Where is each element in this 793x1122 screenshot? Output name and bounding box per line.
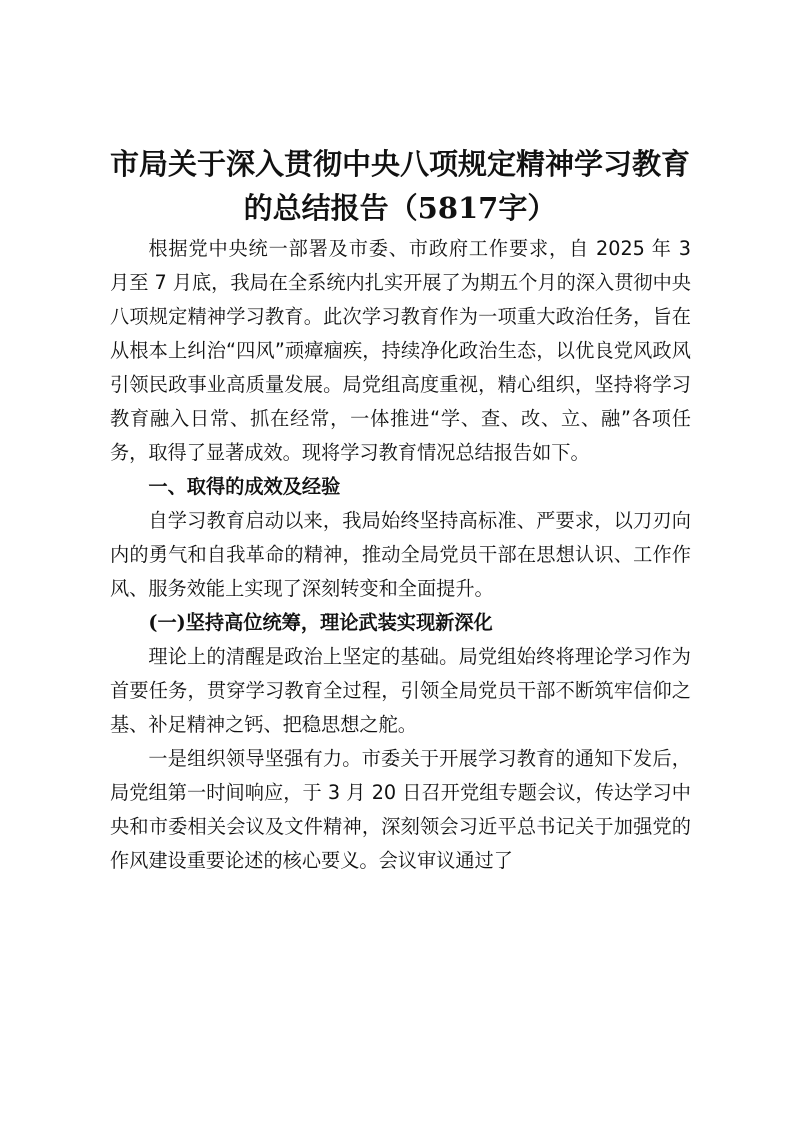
intro-paragraph: 根据党中央统一部署及市委、市政府工作要求，自 2025 年 3 月至 7 月底，我局在全系统内扎实开展了为期五个月的深入贯彻中央八项规定精神学习教育。此次学习教育作为一项重大政治任务，旨在从根本上纠治“四风”顽瘴痼疾，持续净化政治生态，以优良党风政风引领民政事业高质量发展。局党组高度重视，精心组织，坚持将学习教育融入日常、抓在经常，一体推进“学、查、改、立、融”各项任务，取得了显著成效。现将学习教育情况总结报告如下。	[110, 237, 691, 464]
document-title-line-1: 市局关于深入贯彻中央八项规定精神学习教育	[109, 147, 690, 181]
document-title-line-2: 的总结报告（5817字）	[243, 191, 557, 225]
point-1-paragraph: 一是组织领导坚强有力。市委关于开展学习教育的通知下发后，局党组第一时间响应，于 3 月 20 日召开党组专题会议，传达学习中央和市委相关会议及文件精神，深刻领会习近平总书记关于加强党的作风建设重要论述的核心要义。会议审议通过了	[110, 747, 691, 872]
section-1-paragraph: 自学习教育启动以来，我局始终坚持高标准、严要求，以刀刃向内的勇气和自我革命的精神，推动全局党员干部在思想认识、工作作风、服务效能上实现了深刻转变和全面提升。	[110, 509, 691, 600]
subsection-1-paragraph: 理论上的清醒是政治上坚定的基础。局党组始终将理论学习作为首要任务，贯穿学习教育全过程，引领全局党员干部不断筑牢信仰之基、补足精神之钙、把稳思想之舵。	[110, 645, 691, 736]
subsection-heading-1: (一)坚持高位统筹，理论武装实现新深化	[148, 611, 493, 634]
document-body	[110, 232, 691, 878]
section-heading-1: 一、取得的成效及经验	[148, 475, 341, 498]
